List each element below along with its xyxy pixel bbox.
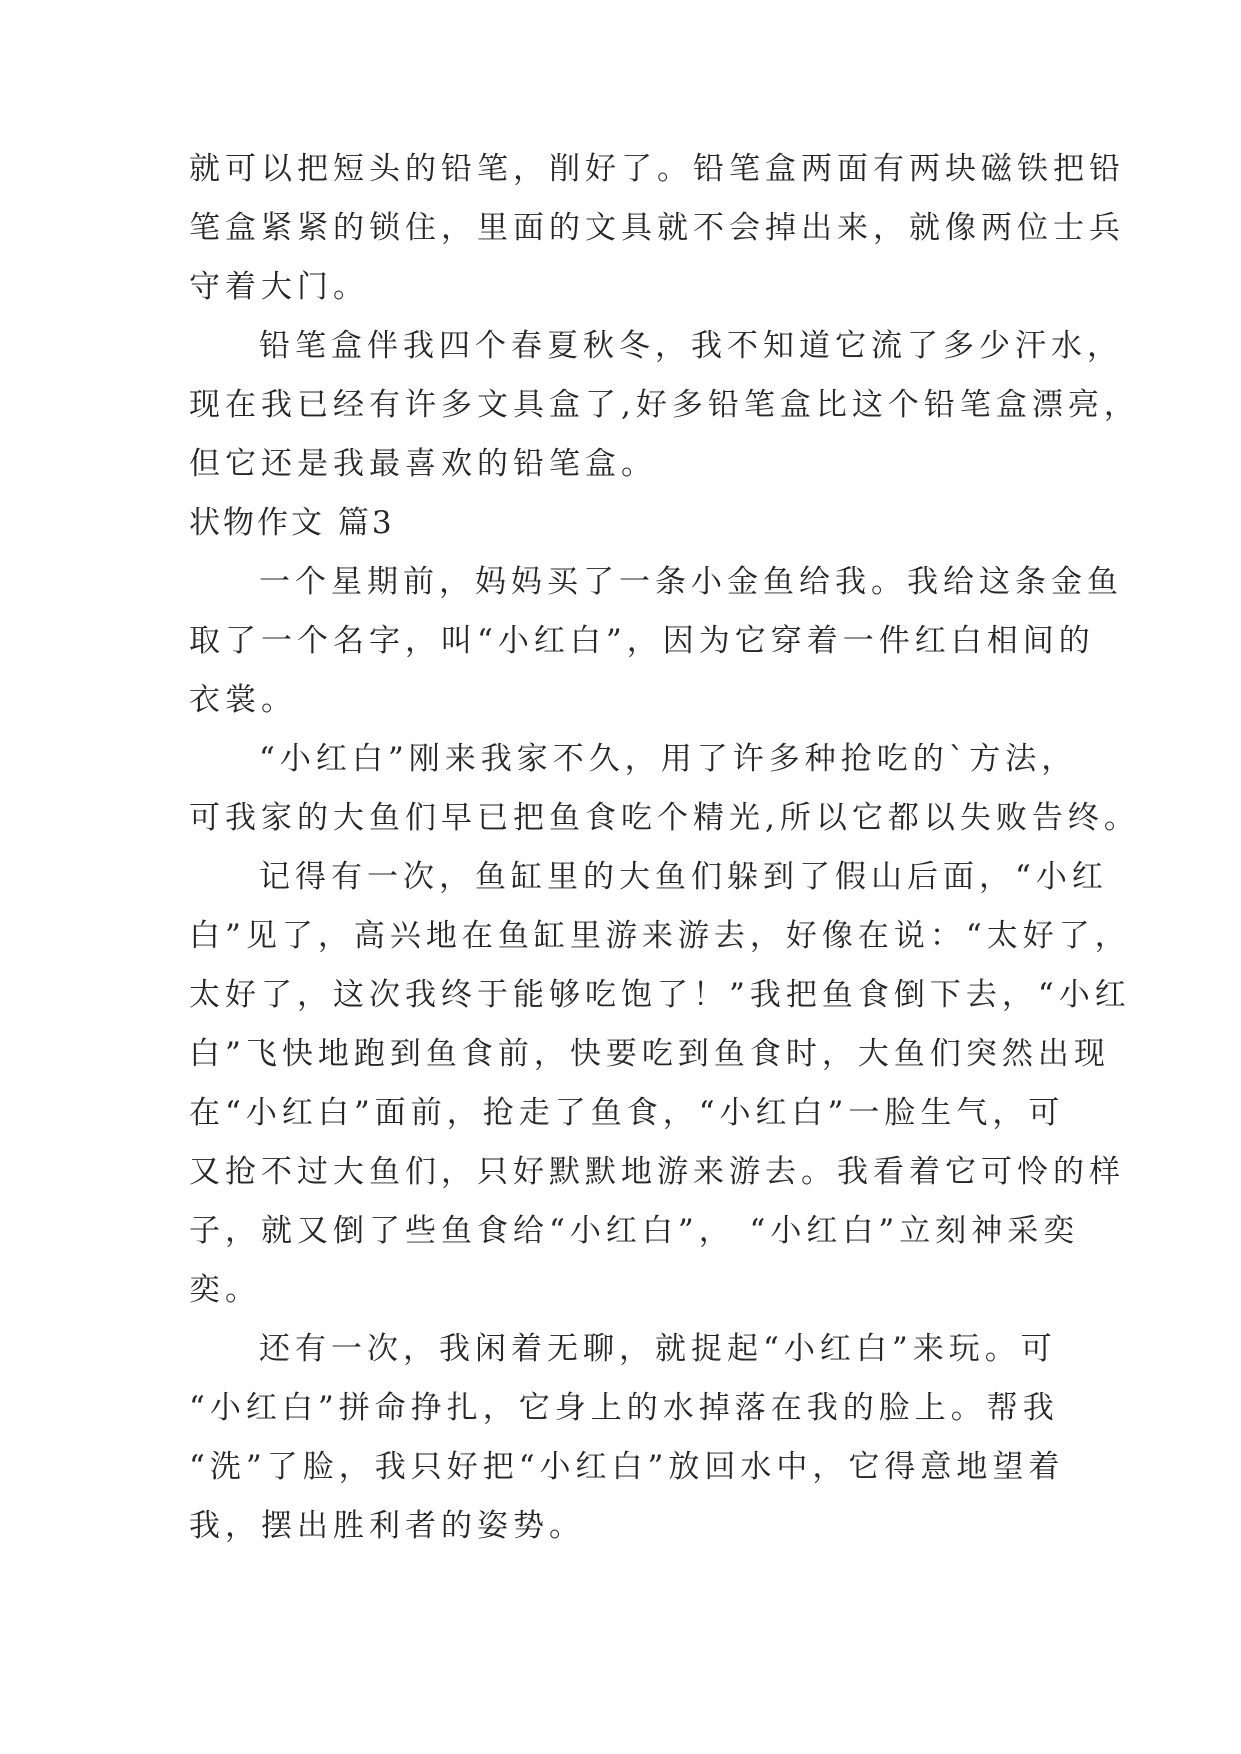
text-line: 取了一个名字，叫“小红白”，因为它穿着一件红白相间的 <box>189 623 1095 659</box>
text-line: 笔盒紧紧的锁住，里面的文具就不会掉出来，就像两位士兵 <box>189 210 1125 246</box>
text-line: 白”飞快地跑到鱼食前，快要吃到鱼食时，大鱼们突然出现 <box>189 1036 1110 1072</box>
text-line: 铅笔盒伴我四个春夏秋冬，我不知道它流了多少汗水， <box>259 328 1123 364</box>
text-line: 可我家的大鱼们早已把鱼食吃个精光,所以它都以失败告终。 <box>189 800 1140 836</box>
text-line: 子，就又倒了些鱼食给“小红白”， “小红白”立刻神采奕 <box>189 1213 1080 1249</box>
text-line: 记得有一次，鱼缸里的大鱼们躲到了假山后面，“小红 <box>259 859 1108 895</box>
text-line: 守着大门。 <box>189 269 369 305</box>
text-line: 白”见了，高兴地在鱼缸里游来游去，好像在说：“太好了， <box>189 918 1131 954</box>
text-line: 就可以把短头的铅笔，削好了。铅笔盒两面有两块磁铁把铅 <box>189 151 1125 187</box>
text-line: “小红白”刚来我家不久，用了许多种抢吃的`方法， <box>259 741 1078 777</box>
text-line: 我，摆出胜利者的姿势。 <box>189 1508 585 1544</box>
text-line: 奕。 <box>189 1272 261 1308</box>
text-line: 在“小红白”面前，抢走了鱼食，“小红白”一脸生气，可 <box>189 1095 1065 1131</box>
text-line: 现在我已经有许多文具盒了,好多铅笔盒比这个铅笔盒漂亮， <box>189 387 1140 423</box>
document-page <box>189 140 1140 1556</box>
text-line: 但它还是我最喜欢的铅笔盒。 <box>189 446 657 482</box>
text-line: 一个星期前，妈妈买了一条小金鱼给我。我给这条金鱼 <box>259 564 1123 600</box>
text-line: “小红白”拼命挣扎，它身上的水掉落在我的脸上。帮我 <box>189 1390 1059 1426</box>
text-line: 衣裳。 <box>189 682 297 718</box>
text-line: 太好了，这次我终于能够吃饱了！”我把鱼食倒下去，“小红 <box>189 977 1131 1013</box>
text-line: 还有一次，我闲着无聊，就捉起“小红白”来玩。可 <box>259 1331 1057 1367</box>
text-line: 又抢不过大鱼们，只好默默地游来游去。我看着它可怜的样 <box>189 1154 1125 1190</box>
section-heading: 状物作文 篇3 <box>189 505 395 541</box>
text-line: “洗”了脸，我只好把“小红白”放回水中，它得意地望着 <box>189 1449 1065 1485</box>
